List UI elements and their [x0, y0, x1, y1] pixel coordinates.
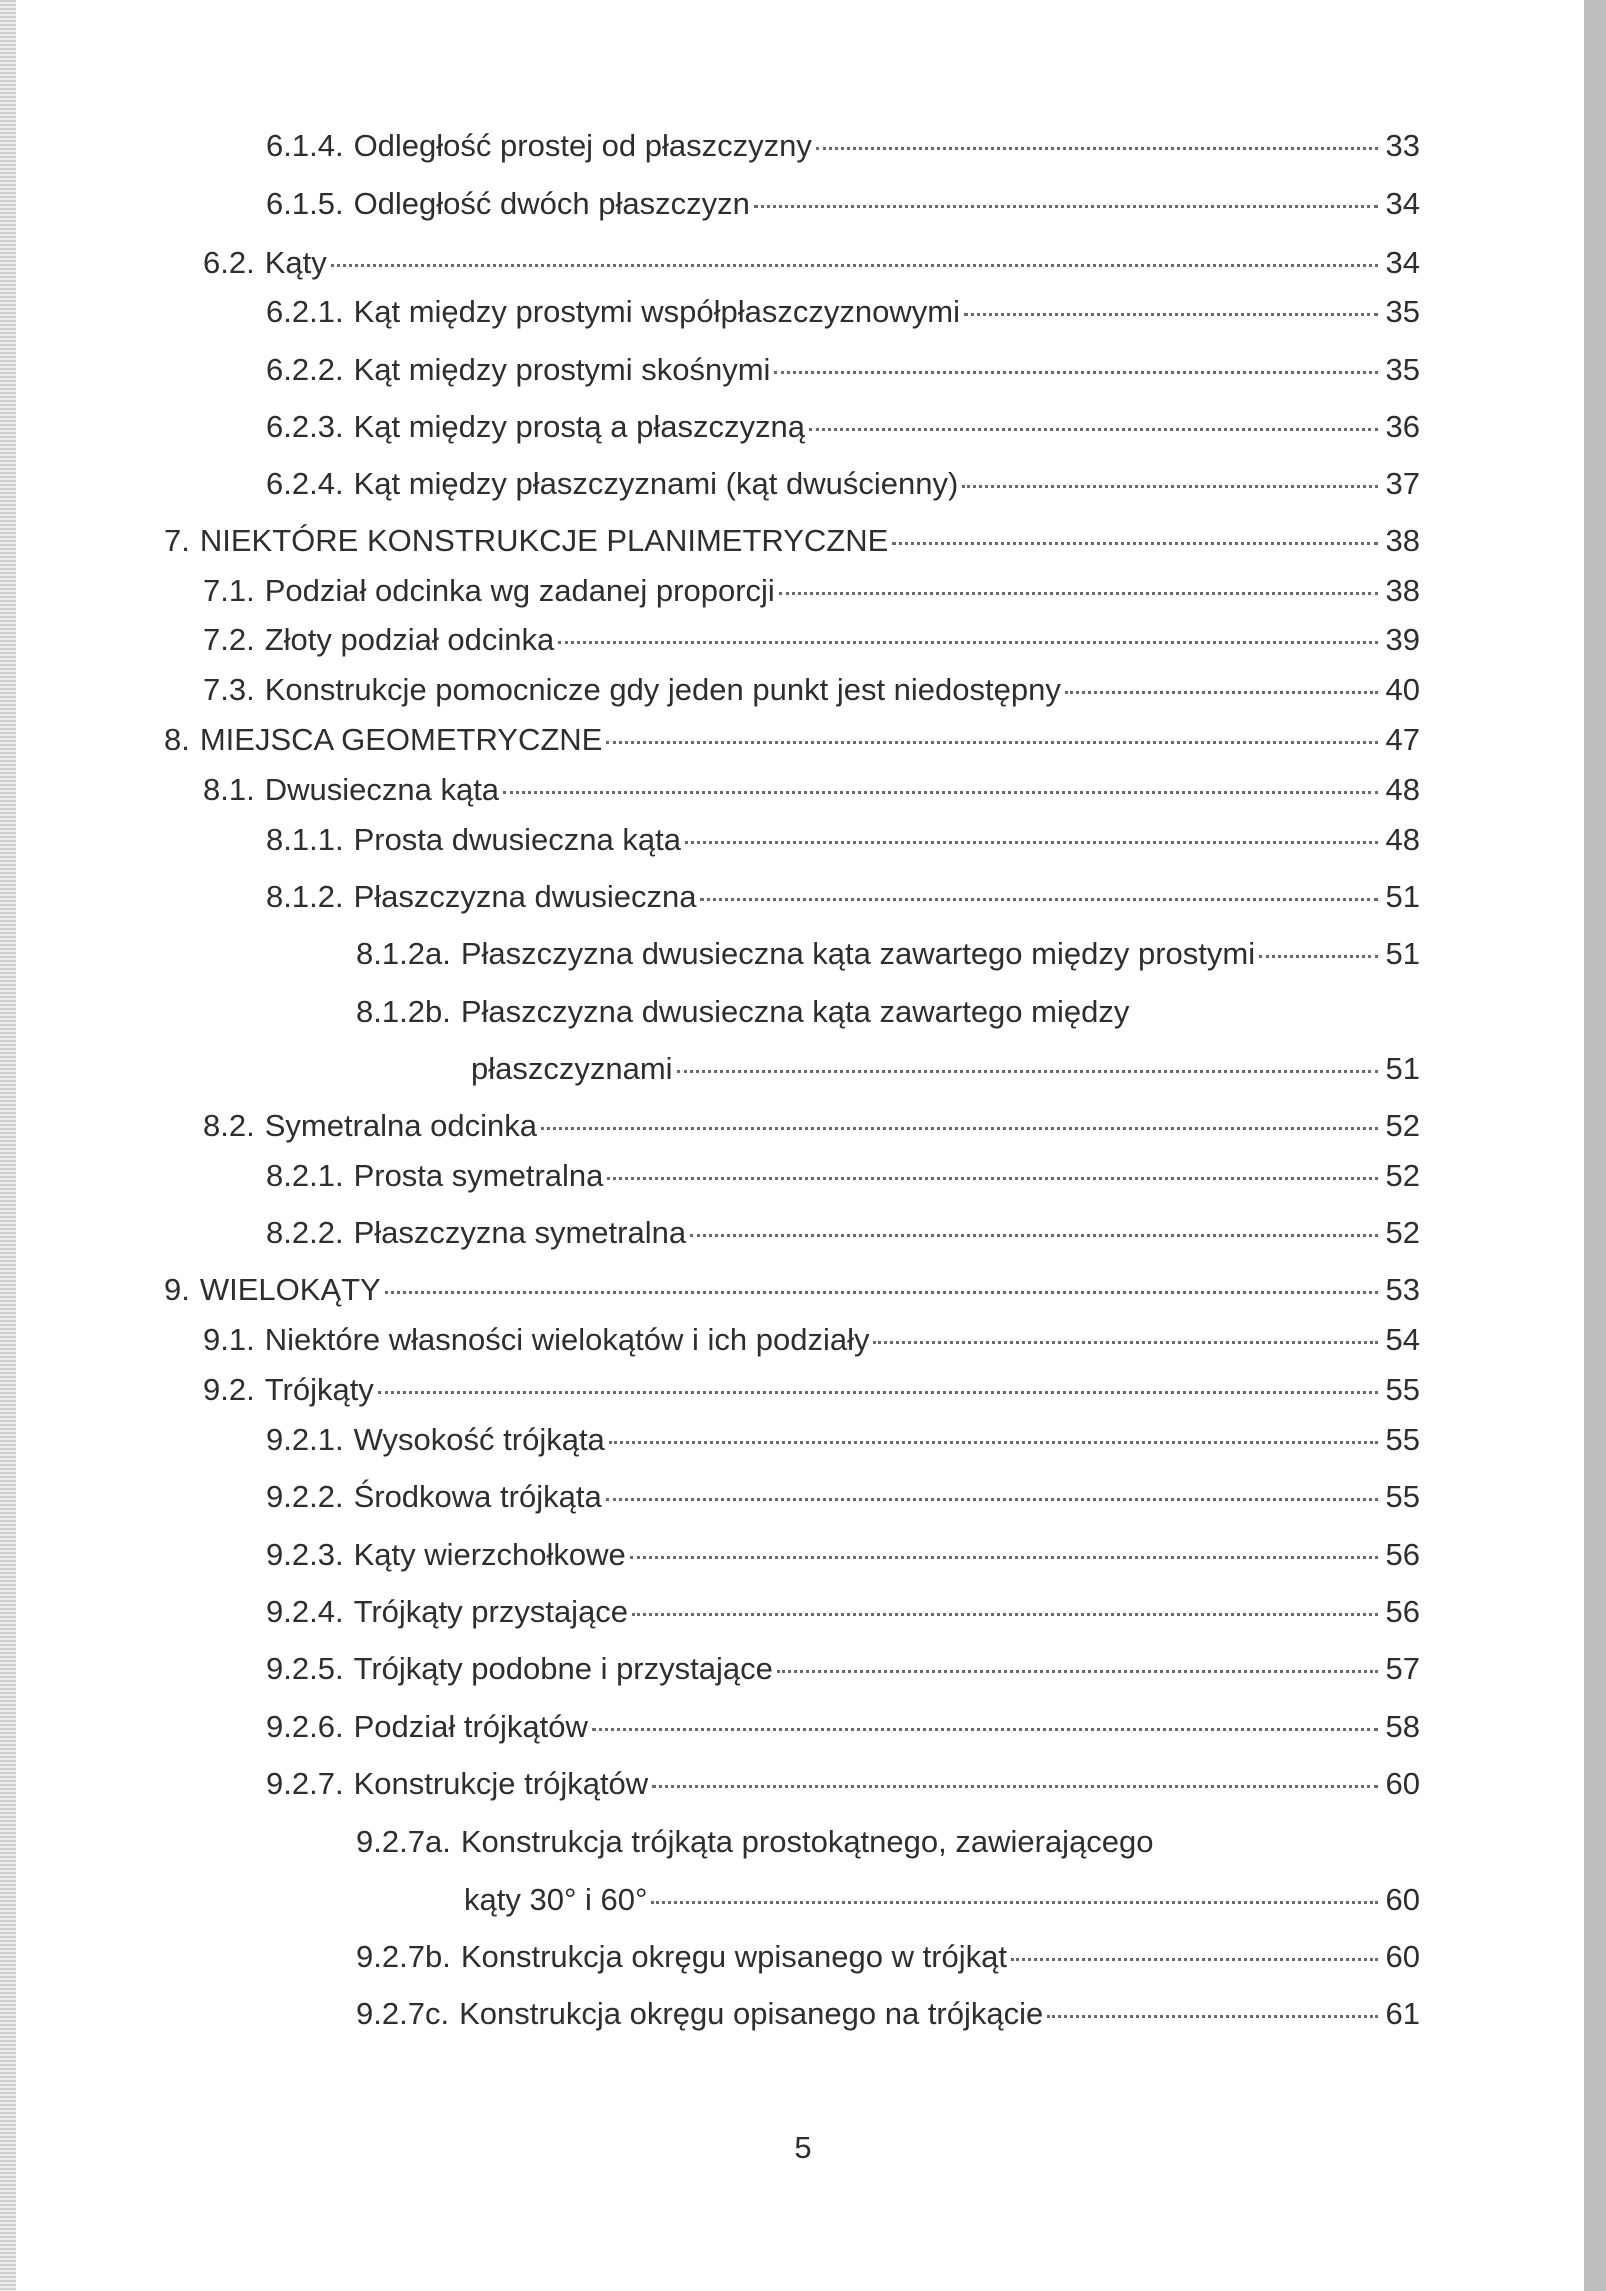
toc-entry-title-continuation: płaszczyznami — [471, 1051, 673, 1086]
dot-leader — [606, 741, 1378, 744]
toc-entry[interactable] — [164, 720, 1420, 760]
toc-entry-number: 8.1. — [203, 772, 255, 807]
toc-entry-page: 38 — [1385, 523, 1420, 558]
dot-leader — [685, 841, 1378, 844]
toc-entry-title: Prosta symetralna — [353, 1158, 604, 1193]
toc-entry[interactable] — [203, 1106, 1420, 1146]
toc-entry-title: Wysokość trójkąta — [353, 1422, 605, 1457]
toc-entry-number: 9.2.1. — [266, 1422, 344, 1457]
toc-entry[interactable] — [356, 934, 1420, 974]
toc-entry-page: 54 — [1385, 1322, 1420, 1357]
toc-entry-title: NIEKTÓRE KONSTRUKCJE PLANIMETRYCZNE — [199, 523, 889, 558]
toc-entry-number: 6.2.3. — [266, 409, 344, 444]
toc-entry-number: 9.2.7. — [266, 1766, 344, 1801]
dot-leader — [892, 542, 1378, 545]
toc-entry-title: Dwusieczna kąta — [264, 772, 500, 807]
toc-entry[interactable] — [203, 1370, 1420, 1410]
toc-entry[interactable] — [356, 992, 1420, 1089]
toc-entry-title: Podział odcinka wg zadanej proporcji — [264, 573, 775, 608]
toc-entry[interactable] — [266, 464, 1420, 504]
toc-entry-number: 9.2.5. — [266, 1651, 344, 1686]
dot-leader — [558, 641, 1378, 644]
toc-entry-page: 55 — [1385, 1372, 1420, 1407]
toc-entry-title: Trójkąty — [264, 1372, 374, 1407]
dot-leader — [606, 1498, 1378, 1501]
toc-entry-number: 9.2.7b. — [356, 1939, 451, 1974]
toc-entry-page: 34 — [1385, 245, 1420, 280]
toc-entry-page: 51 — [1385, 1051, 1420, 1086]
toc-entry[interactable] — [266, 1764, 1420, 1804]
dot-leader — [651, 1901, 1378, 1904]
dot-leader — [964, 313, 1378, 316]
dot-leader — [1047, 2015, 1378, 2018]
toc-entry[interactable] — [266, 350, 1420, 390]
toc-entry-page: 56 — [1385, 1594, 1420, 1629]
toc-entry-title: Kąt między prostymi współpłaszczyznowymi — [353, 294, 960, 329]
toc-entry-title: Prosta dwusieczna kąta — [353, 822, 681, 857]
toc-entry[interactable] — [203, 243, 1420, 283]
toc-entry[interactable] — [266, 1592, 1420, 1632]
dot-leader — [754, 205, 1378, 208]
toc-entry[interactable] — [266, 1213, 1420, 1253]
toc-entry[interactable] — [164, 1270, 1420, 1310]
toc-entry-number: 8.2.2. — [266, 1215, 344, 1250]
toc-entry-title: WIELOKĄTY — [199, 1272, 381, 1307]
toc-entry-title: Płaszczyzna dwusieczna kąta zawartego między prostymi — [460, 936, 1256, 971]
dot-leader — [1065, 691, 1378, 694]
toc-entry-page: 34 — [1385, 186, 1420, 221]
toc-entry[interactable] — [164, 521, 1420, 561]
toc-entry-title-continuation: kąty 30° i 60° — [464, 1882, 648, 1917]
toc-entry-title: Konstrukcja okręgu wpisanego w trójkąt — [460, 1939, 1008, 1974]
toc-entry[interactable] — [266, 1707, 1420, 1747]
toc-entry[interactable] — [266, 407, 1420, 447]
toc-entry-number: 8.1.1. — [266, 822, 344, 857]
dot-leader — [630, 1556, 1378, 1559]
toc-entry-title: Kąt między płaszczyznami (kąt dwuścienny) — [353, 466, 959, 501]
toc-entry-page: 58 — [1385, 1709, 1420, 1744]
dot-leader — [652, 1785, 1378, 1788]
toc-entry-page: 60 — [1385, 1939, 1420, 1974]
toc-entry-title: Konstrukcje trójkątów — [353, 1766, 649, 1801]
dot-leader — [331, 264, 1378, 267]
toc-entry[interactable] — [266, 1477, 1420, 1517]
toc-entry-page: 35 — [1385, 294, 1420, 329]
dot-leader — [873, 1341, 1378, 1344]
dot-leader — [632, 1613, 1378, 1616]
toc-entry-title: Odległość dwóch płaszczyzn — [353, 186, 750, 221]
toc-entry-page: 52 — [1385, 1215, 1420, 1250]
dot-leader — [378, 1391, 1378, 1394]
toc-entry-number: 8.2.1. — [266, 1158, 344, 1193]
toc-entry-page: 40 — [1385, 672, 1420, 707]
toc-entry-number: 9.2.7a. — [356, 1824, 451, 1859]
toc-entry-page: 53 — [1385, 1272, 1420, 1307]
dot-leader — [700, 898, 1378, 901]
toc-entry-number: 6.2.4. — [266, 466, 344, 501]
toc-entry[interactable] — [266, 184, 1420, 224]
toc-entry-page: 48 — [1385, 822, 1420, 857]
toc-entry[interactable] — [266, 1156, 1420, 1196]
toc-entry-page: 60 — [1385, 1882, 1420, 1917]
toc-entry-number: 6.1.5. — [266, 186, 344, 221]
toc-entry-number: 9. — [164, 1272, 190, 1307]
toc-entry-title: Odległość prostej od płaszczyzny — [353, 128, 812, 163]
toc-entry-number: 6.2.2. — [266, 352, 344, 387]
toc-entry-page: 55 — [1385, 1479, 1420, 1514]
dot-leader — [962, 485, 1378, 488]
toc-entry-title: Symetralna odcinka — [264, 1108, 537, 1143]
toc-entry[interactable] — [203, 1320, 1420, 1360]
toc-entry-number: 8.1.2b. — [356, 994, 451, 1029]
dot-leader — [1011, 1958, 1378, 1961]
dot-leader — [592, 1728, 1378, 1731]
toc-entry-number: 7.2. — [203, 622, 255, 657]
toc-entry-page: 37 — [1385, 466, 1420, 501]
toc-entry-number: 7.1. — [203, 573, 255, 608]
toc-entry[interactable] — [266, 820, 1420, 860]
toc-entry-number: 9.2.4. — [266, 1594, 344, 1629]
toc-entry-title: Środkowa trójkąta — [353, 1479, 602, 1514]
toc-entry-number: 6.2. — [203, 245, 255, 280]
dot-leader — [690, 1234, 1378, 1237]
toc-entry-page: 36 — [1385, 409, 1420, 444]
dot-leader — [677, 1070, 1378, 1073]
toc-entry-page: 57 — [1385, 1651, 1420, 1686]
toc-entry-title: Podział trójkątów — [353, 1709, 588, 1744]
toc-entry-page: 33 — [1385, 128, 1420, 163]
toc-entry-page: 48 — [1385, 772, 1420, 807]
toc-entry[interactable] — [356, 1994, 1420, 2034]
toc-entry-number: 7.3. — [203, 672, 255, 707]
toc-entry-title: Kąty — [264, 245, 327, 280]
toc-entry-page: 51 — [1385, 879, 1420, 914]
toc-entry-number: 9.2.6. — [266, 1709, 344, 1744]
toc-entry[interactable] — [266, 1420, 1420, 1460]
toc-entry-title: Kąty wierzchołkowe — [353, 1537, 626, 1572]
toc-entry[interactable] — [266, 1535, 1420, 1575]
dot-leader — [541, 1127, 1378, 1130]
toc-entry-page: 52 — [1385, 1108, 1420, 1143]
dot-leader — [385, 1291, 1378, 1294]
toc-entry-number: 8.2. — [203, 1108, 255, 1143]
toc-entry-page: 51 — [1385, 936, 1420, 971]
toc-entry-page: 61 — [1385, 1996, 1420, 2031]
toc-entry[interactable] — [266, 1649, 1420, 1689]
toc-entry-page: 60 — [1385, 1766, 1420, 1801]
toc-entry-page: 52 — [1385, 1158, 1420, 1193]
toc-entry-title: Konstrukcja okręgu opisanego na trójkącie — [459, 1996, 1044, 2031]
toc-entry-title: Konstrukcje pomocnicze gdy jeden punkt jest niedostępny — [264, 672, 1061, 707]
toc-entry-page: 35 — [1385, 352, 1420, 387]
toc-entry-number: 8.1.2a. — [356, 936, 451, 971]
toc-entry[interactable] — [266, 292, 1420, 332]
dot-leader — [779, 592, 1378, 595]
toc-entry-number: 8. — [164, 722, 190, 757]
toc-entry[interactable] — [203, 571, 1420, 611]
dot-leader — [777, 1670, 1378, 1673]
dot-leader — [503, 791, 1378, 794]
toc-entry[interactable] — [266, 126, 1420, 166]
toc-entry-title: MIEJSCA GEOMETRYCZNE — [199, 722, 603, 757]
toc-entry-number: 8.1.2. — [266, 879, 344, 914]
toc-entry[interactable] — [356, 1822, 1420, 1920]
dot-leader — [774, 371, 1378, 374]
toc-entry-page: 55 — [1385, 1422, 1420, 1457]
toc-entry-title: Niektóre własności wielokątów i ich podziały — [264, 1322, 870, 1357]
toc-entry[interactable] — [356, 1937, 1420, 1977]
toc-entry-number: 7. — [164, 523, 190, 558]
toc-entry-title: Płaszczyzna dwusieczna — [353, 879, 697, 914]
toc-entry-title: Płaszczyzna dwusieczna kąta zawartego między — [460, 994, 1130, 1029]
dot-leader — [609, 1441, 1378, 1444]
toc-entry[interactable] — [203, 620, 1420, 660]
toc-entry[interactable] — [203, 770, 1420, 810]
toc-entry-number: 6.1.4. — [266, 128, 344, 163]
toc-entry-title: Trójkąty przystające — [353, 1594, 629, 1629]
toc-entry-title: Kąt między prostymi skośnymi — [353, 352, 771, 387]
toc-entry-page: 47 — [1385, 722, 1420, 757]
toc-entry[interactable] — [266, 877, 1420, 917]
toc-entry-title: Konstrukcja trójkąta prostokątnego, zawierającego — [460, 1824, 1154, 1859]
toc-entry-number: 9.1. — [203, 1322, 255, 1357]
toc-entry-title: Płaszczyzna symetralna — [353, 1215, 687, 1250]
toc-entry-page: 38 — [1385, 573, 1420, 608]
toc-entry[interactable] — [203, 670, 1420, 710]
page-number: 5 — [794, 2130, 812, 2165]
toc-entry-number: 9.2.3. — [266, 1537, 344, 1572]
toc-entry-page: 39 — [1385, 622, 1420, 657]
toc-entry-number: 9.2. — [203, 1372, 255, 1407]
dot-leader — [1259, 955, 1378, 958]
toc-entry-title: Złoty podział odcinka — [264, 622, 555, 657]
toc-entry-page: 56 — [1385, 1537, 1420, 1572]
toc-entry-number: 9.2.2. — [266, 1479, 344, 1514]
toc-entry-title: Trójkąty podobne i przystające — [353, 1651, 773, 1686]
dot-leader — [607, 1177, 1378, 1180]
dot-leader — [809, 428, 1378, 431]
dot-leader — [816, 147, 1378, 150]
toc-entry-number: 6.2.1. — [266, 294, 344, 329]
toc-entry-title: Kąt między prostą a płaszczyzną — [353, 409, 805, 444]
toc-entry-number: 9.2.7c. — [356, 1996, 450, 2031]
